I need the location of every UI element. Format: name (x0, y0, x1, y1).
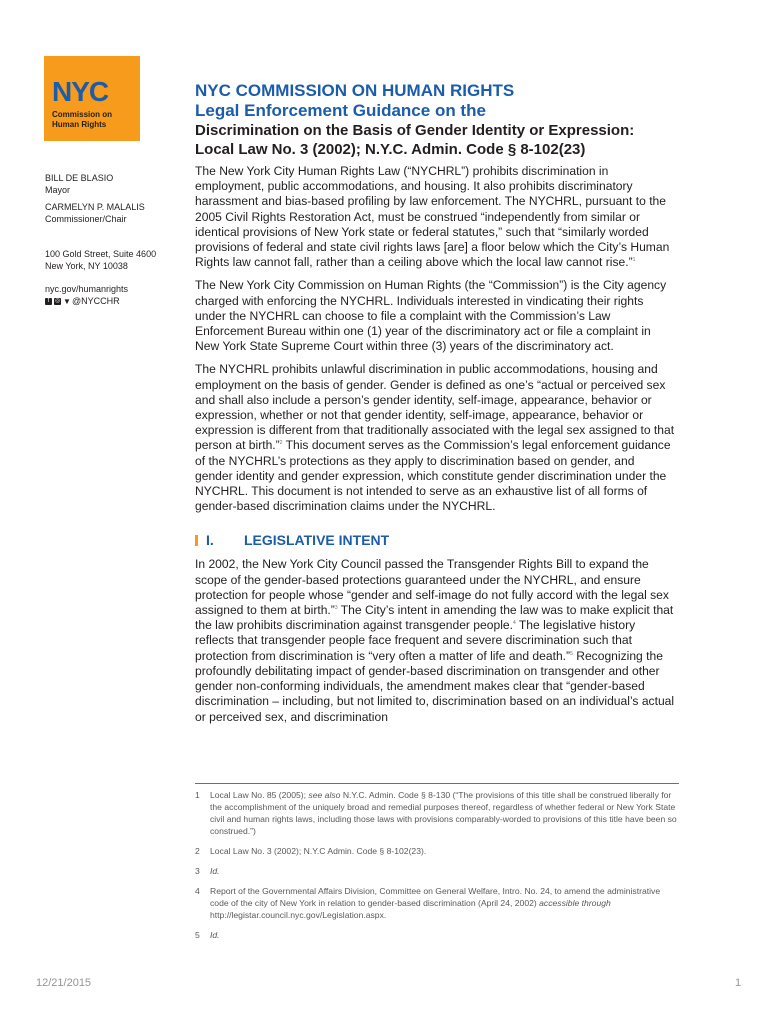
footnote-ref[interactable]: 4 (512, 620, 516, 627)
instagram-icon[interactable]: ◎ (54, 297, 61, 304)
footnote: 2 Local Law No. 3 (2002); N.Y.C Admin. Code § 8-102(23). (195, 846, 427, 856)
subtitle-line2: Local Law No. 3 (2002); N.Y.C. Admin. Code § 8-102(23) (195, 141, 586, 158)
social-row (45, 296, 180, 308)
footnote-ref[interactable]: 1 (632, 257, 636, 264)
footnote-ref[interactable]: 3 (334, 605, 338, 612)
logo-subtitle (52, 110, 112, 130)
social-handle[interactable]: @NYCCHR (72, 295, 120, 306)
body-text (195, 164, 675, 733)
footnote: 3 Id. (195, 866, 220, 876)
twitter-icon[interactable]: ▼ (63, 296, 71, 306)
mayor-title: Mayor (45, 184, 71, 195)
footnote-divider (195, 783, 679, 784)
footnotes (195, 789, 681, 949)
website-link[interactable]: nyc.gov/humanrights (45, 284, 129, 294)
footnote: 5 Id. (195, 930, 220, 940)
facebook-icon[interactable]: f (45, 298, 52, 305)
paragraph-legislative-intent: In 2002, the New York City Council passed the Transgender Rights Bill to expand the scope of the gender-based protections guaranteed under the NYCHRL, and ensure protection for people whose “gender and self-image do not fully accord with the legal sex assigned to them at birth.”$^3$ The City’s intent in amending the law was to make explicit that the law prohibits discrimination against transgender people.$^4$ The legislative history reflects that transgender people face frequent and severe discrimination such that protection from discrimination is “very often a matter of life and death.”$^5$ Recognizing the profoundly debilitating impact of gender-based discrimination on transgender and other gender non-conforming individuals, the amendment makes clear that “gender-based discrimination – including, but not limited to, discrimination based on an individual’s actual or perceived sex, and discrimination (195, 557, 675, 724)
org-title: NYC COMMISSION ON HUMAN RIGHTS (195, 81, 515, 100)
guidance-title: Legal Enforcement Guidance on the (195, 101, 486, 120)
commissioner-title: Commissioner/Chair (45, 213, 127, 224)
page-date: 12/21/2015 (36, 977, 92, 989)
mayor-block (45, 173, 180, 196)
subtitle-line1: Discrimination on the Basis of Gender Identity or Expression: (195, 122, 635, 139)
paragraph-intro: The New York City Human Rights Law (“NYCHRL”) prohibits discrimination in employment, public accommodations, and housing. It also prohibits discriminatory harassment and bias-based profiling by law enforcement. The NYCHRL, pursuant to the 2005 Civil Rights Restoration Act, must be construed “independently from similar or identical provisions of New York state or federal statutes,” such that “similarly worded provisions of federal and state civil rights laws [are] a floor below which the City’s Human Rights law cannot fall, rather than a ceiling above which the local law cannot rise.”$^1$ (195, 164, 670, 270)
document-header (195, 81, 715, 159)
address-block (45, 249, 180, 272)
sidebar (45, 173, 180, 307)
commissioner-name: CARMELYN P. MALALIS (45, 202, 145, 212)
paragraph-gender-definition: The NYCHRL prohibits unlawful discrimination in public accommodations, housing and employment on the basis of gender. Gender is defined as one’s “actual or perceived sex and shall also include a person’s gender identity, self-image, appearance, behavior or expression, whether or not that gender identity, self-image, appearance, behavior or expression is different from that traditionally associated with the legal sex assigned to that person at birth.”$^2$ This document serves as the Commission’s legal enforcement guidance of the NYCHRL’s protections as they apply to discrimination based on gender, and gender identity and gender expression, which constitute gender discrimination under the NYCHRL. This document is not intended to serve as an exhaustive list of all forms of gender-based discrimination claims under the NYCHRL. (195, 362, 675, 514)
address-line2: New York, NY 10038 (45, 260, 128, 271)
paragraph-commission: The New York City Commission on Human Rights (the “Commission”) is the City agency charged with enforcing the NYCHRL. Individuals interested in vindicating their rights under the NYCHRL can choose to file a complaint with the Commission’s Law Enforcement Bureau within one (1) year of the discriminatory act or file a complaint in New York State Supreme Court within three (3) years of the discriminatory act. (195, 278, 667, 354)
section-number: I. (206, 532, 214, 549)
logo-wordmark: NYC (52, 76, 109, 107)
footnote: 4 Report of the Governmental Affairs Division, Committee on General Welfare, Intro. No. 24, to amend the administrative code of the city of New York in relation to gender-based discrimination (April 24, 2002) accessible through http://legistar.council.nyc.gov/Legislation.aspx. (195, 886, 661, 920)
address-line1: 100 Gold Street, Suite 4600 (45, 249, 157, 259)
nyc-logo (44, 56, 140, 141)
logo-subtitle-line1: Commission on (52, 110, 113, 119)
section-heading (195, 532, 675, 549)
footnote-ref[interactable]: 5 (570, 650, 573, 657)
footnote-ref[interactable]: 2 (279, 440, 283, 447)
logo-subtitle-line2: Human Rights (52, 120, 107, 129)
section-title: LEGISLATIVE INTENT (244, 532, 390, 549)
page-number: 1 (735, 977, 742, 989)
mayor-name: BILL DE BLASIO (45, 173, 114, 183)
legislation-link[interactable]: http://legistar.council.nyc.gov/Legislation.aspx. (210, 910, 387, 920)
section-marker (195, 535, 198, 546)
commissioner-block (45, 202, 180, 225)
footnote: 1 Local Law No. 85 (2005); see also N.Y.C. Admin. Code § 8-130 (“The provisions of this title shall be construed liberally for the accomplishment of the uniquely broad and remedial purposes thereof, regardless of whether federal or New York State civil and human rights laws, including those laws with provisions comparably-worded to provisions of this title have been so construed.”) (195, 790, 677, 836)
